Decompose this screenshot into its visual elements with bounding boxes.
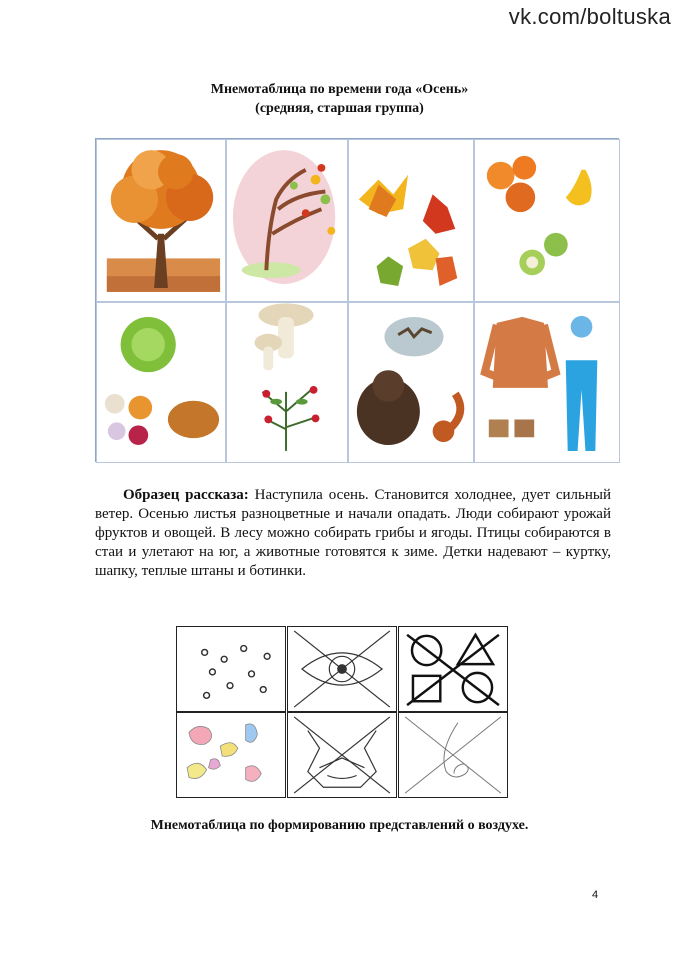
vegetables-icon bbox=[97, 303, 225, 462]
watermark: vk.com/boltuska bbox=[508, 4, 671, 29]
title-line-1: Мнемотаблица по времени года «Осень» bbox=[210, 82, 469, 97]
eye-icon bbox=[288, 627, 396, 711]
clothes-icon bbox=[475, 303, 619, 462]
wind-tree-cell bbox=[226, 139, 348, 302]
wind-tree-icon bbox=[227, 140, 347, 301]
shapes-crossed-cell bbox=[398, 626, 508, 712]
eye-crossed-cell bbox=[287, 626, 397, 712]
story-lead: Образец рассказа: bbox=[123, 487, 249, 503]
bear-squirrel-icon bbox=[349, 303, 473, 462]
leaves-icon bbox=[349, 140, 473, 301]
dots-icon bbox=[177, 627, 285, 711]
autumn-mnemo-table bbox=[95, 138, 619, 462]
air-table-caption: Мнемотаблица по формированию представлений о воздухе. bbox=[150, 818, 529, 833]
colored-blobs-cell bbox=[176, 712, 286, 798]
clothes-cell bbox=[474, 302, 620, 463]
autumn-tree-icon bbox=[97, 140, 225, 301]
vegetables-cell bbox=[96, 302, 226, 463]
animals-cell bbox=[348, 302, 474, 463]
nose-icon bbox=[399, 713, 507, 797]
autumn-tree-cell bbox=[96, 139, 226, 302]
page-title bbox=[0, 80, 679, 118]
nose-crossed-cell bbox=[398, 712, 508, 798]
face-icon bbox=[288, 713, 396, 797]
blobs-icon bbox=[177, 713, 285, 797]
face-crossed-cell bbox=[287, 712, 397, 798]
mushrooms-berries-cell bbox=[226, 302, 348, 463]
falling-leaves-cell bbox=[348, 139, 474, 302]
air-dots-cell bbox=[176, 626, 286, 712]
fruits-icon bbox=[475, 140, 619, 301]
shapes-icon bbox=[399, 627, 507, 711]
title-line-2: (средняя, старшая группа) bbox=[255, 101, 424, 116]
mushroom-icon bbox=[227, 303, 347, 462]
story-text: Наступила осень. Становится холоднее, дует сильный ветер. Осенью листья разноцветные и начали опадать. Люди собирают урожай фруктов и овощей. В лесу можно собирать грибы и ягоды. Птицы собираются в стаи и улетают на юг, а животные готовятся к зиме. Детки надевают – куртку, шапку, теплые штаны и ботинки. bbox=[95, 487, 611, 579]
air-mnemo-table bbox=[176, 626, 508, 798]
fruits-cell bbox=[474, 139, 620, 302]
story-paragraph bbox=[95, 486, 611, 581]
page-number: 4 bbox=[592, 889, 599, 901]
